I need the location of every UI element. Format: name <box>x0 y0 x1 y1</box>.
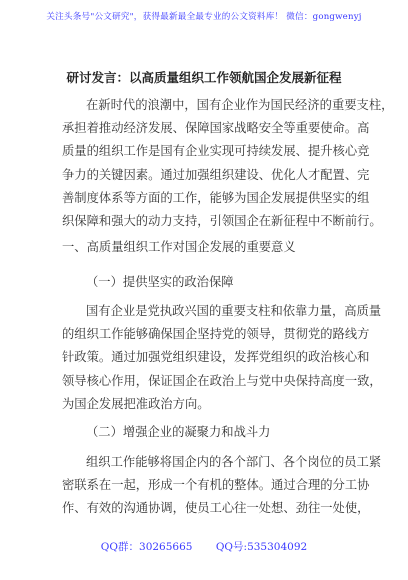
subsection-heading: （一）提供坚实的政治保障 <box>86 275 234 289</box>
text-line: 织保障和强大的动力支持，引领国企在新征程中不断前行。 <box>62 214 382 229</box>
text-line: 争力的关键因素。通过加强组织建设、优化人才配置、完 <box>62 167 370 182</box>
text-line: 领导核心作用，保证国企在政治上与党中央保持高度一致， <box>62 373 382 388</box>
text-line: 在新时代的浪潮中，国有企业作为国民经济的重要支柱， <box>86 98 394 112</box>
text-line: 善制度体系等方面的工作，能够为国企发展提供坚实的组 <box>62 190 370 205</box>
header-banner: 关注头条号"公文研究"，获得最新最全最专业的公文资料库！ 微信：gongwenyj <box>46 12 362 22</box>
text-line: 密联系在一起，形成一个有机的整体。通过合理的分工协 <box>62 478 370 493</box>
footer <box>0 539 408 554</box>
text-line: 为国企发展把准政治方向。 <box>62 396 210 411</box>
text-line: 作、有效的沟通协调，使员工心往一处想、劲往一处使， <box>62 501 370 516</box>
text-line: 承担着推动经济发展、保障国家战略安全等重要使命。高 <box>62 121 370 136</box>
subsection-heading: （二）增强企业的凝聚力和战斗力 <box>86 425 271 439</box>
qq-number-label: QQ号:535304092 <box>215 541 308 553</box>
document-title: 研讨发言：以高质量组织工作领航国企发展新征程 <box>66 70 342 85</box>
text-line: 国有企业是党执政兴国的重要支柱和依靠力量，高质量 <box>86 304 382 318</box>
section-heading: 一、高质量组织工作对国企发展的重要意义 <box>62 240 296 254</box>
text-line: 组织工作能够将国企内的各个部门、各个岗位的员工紧 <box>86 455 382 469</box>
political-guarantee-paragraph <box>62 300 382 416</box>
intro-paragraph <box>62 94 394 233</box>
qq-group-label: QQ群：30265665 <box>100 541 193 553</box>
text-line: 针政策。通过加强党组织建设，发挥党组织的政治核心和 <box>62 350 370 365</box>
cohesion-paragraph <box>62 451 382 521</box>
text-line: 的组织工作能够确保国企坚持党的领导，贯彻党的路线方 <box>62 327 370 342</box>
text-line: 质量的组织工作是国有企业实现可持续发展、提升核心竞 <box>62 144 370 159</box>
